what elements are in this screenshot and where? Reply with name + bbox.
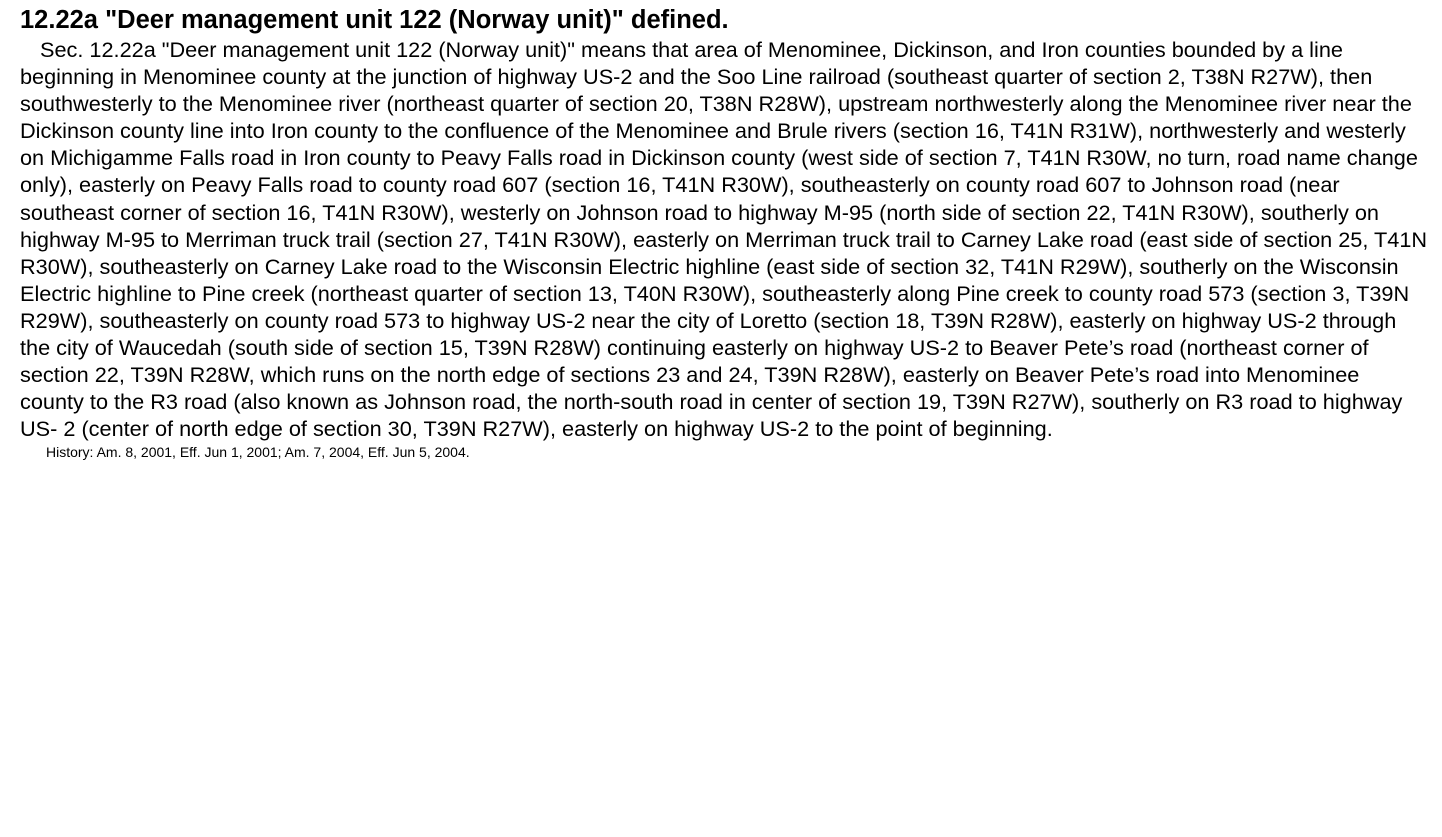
section-heading: 12.22a "Deer management unit 122 (Norway unit)" defined. — [20, 6, 729, 34]
section-body-text: Sec. 12.22a "Deer management unit 122 (Norway unit)" means that area of Menominee, Dickinson, and Iron counties bounded by a line beginning in Menominee county at the junction of highway US-2 and the Soo Line railroad (southeast quarter of section 2, T38N R27W), then southwesterly to the Menominee river (northeast quarter of section 20, T38N R28W), upstream northwesterly along the Menominee river near the Dickinson county line into Iron county to the confluence of the Menominee and Brule rivers (section 16, T41N R31W), northwesterly and westerly on Michigamme Falls road in Iron county to Peavy Falls road in Dickinson county (west side of section 7, T41N R30W, no turn, road name change only), easterly on Peavy Falls road to county road 607 (section 16, T41N R30W), southeasterly on county road 607 to Johnson road (near southeast corner of section 16, T41N R30W), westerly on Johnson road to highway M-95 (north side of section 22, T41N R30W), southerly on highway M-95 to Merriman truck trail (section 27, T41N R30W), easterly on Merriman truck trail to Carney Lake road (east side of section 25, T41N R30W), southeasterly on Carney Lake road to the Wisconsin Electric highline (east side of section 32, T41N R29W), southerly on the Wisconsin Electric highline to Pine creek (northeast quarter of section 13, T40N R30W), southeasterly along Pine creek to county road 573 (section 3, T39N R29W), southeasterly on county road 573 to highway US-2 near the city of Loretto (section 18, T39N R28W), easterly on highway US-2 through the city of Waucedah (south side of section 15, T39N R28W) continuing easterly on highway US-2 to Beaver Pete’s road (northeast corner of section 22, T39N R28W, which runs on the north edge of sections 23 and 24, T39N R28W), easterly on Beaver Pete’s road into Menominee county to the R3 road (also known as Johnson road, the north-south road in center of section 19, T39N R27W), southerly on R3 road to highway US- 2 (center of north edge of section 30, T39N R27W), easterly on highway US-2 to the point of beginning. — [20, 37, 1428, 442]
history-note: History: Am. 8, 2001, Eff. Jun 1, 2001; Am. 7, 2004, Eff. Jun 5, 2004. — [46, 444, 470, 461]
